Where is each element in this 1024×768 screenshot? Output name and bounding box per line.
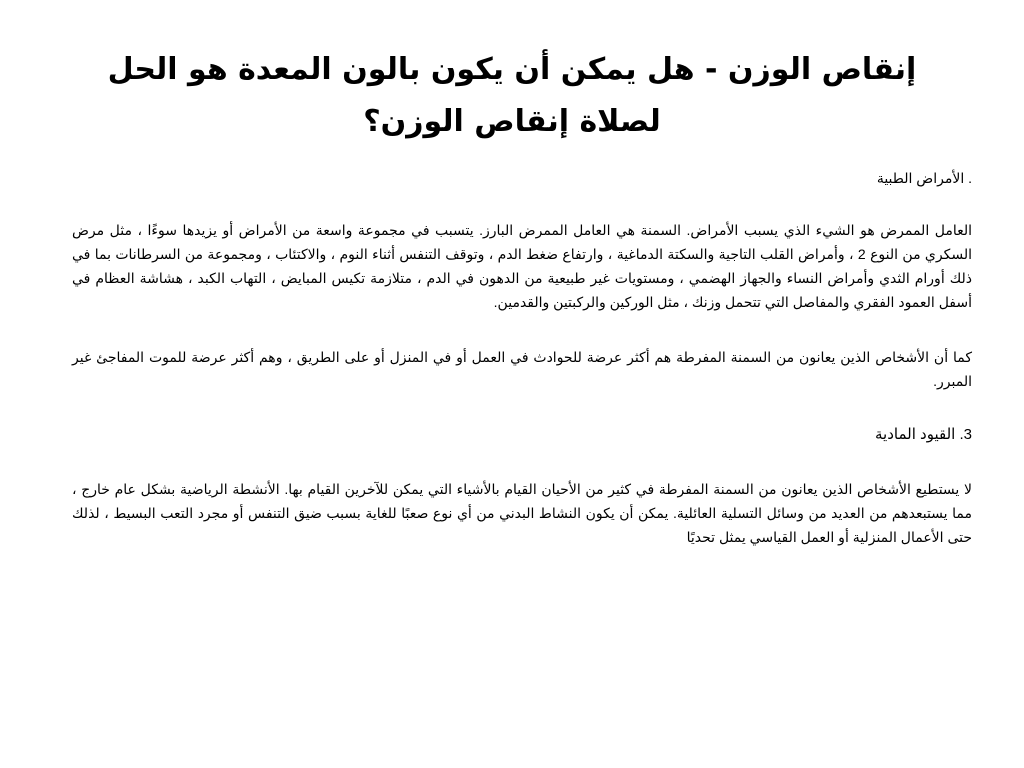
title-line-2: لصلاة إنقاص الوزن؟ [363, 104, 661, 139]
paragraph-physical-limits: لا يستطيع الأشخاص الذين يعانون من السمنة المفرطة في كثير من الأحيان القيام بالأشياء التي يمكن للآخرين القيام بها. الأنشطة الرياضية بشكل عام خارج ، مما يستبعدهم من العديد من وسائل التسلية العائلية. يمكن أن يكون النشاط البدني من أي نوع صعبًا للغاية بسبب ضيق التنفس أو مجرد التعب البسيط ، لذلك حتى الأعمال المنزلية أو العمل القياسي يمثل تحديًا [72, 481, 972, 545]
slide-content [72, 166, 972, 549]
heading-medical-diseases: . الأمراض الطبية [876, 170, 972, 186]
paragraph-accidents: كما أن الأشخاص الذين يعانون من السمنة المفرطة هم أكثر عرضة للحوادث في العمل أو في المنزل أو على الطريق ، وهم أكثر عرضة للموت المفاجئ غير المبرر. [72, 349, 972, 389]
paragraph-medical-diseases: العامل الممرض هو الشيء الذي يسبب الأمراض. السمنة هي العامل الممرض البارز. يتسبب في مجموعة واسعة من الأمراض أو يزيدها سوءًا ، مثل مرض السكري من النوع 2 ، وأمراض القلب التاجية والسكتة الدماغية ، وارتفاع ضغط الدم ، وتوقف التنفس أثناء النوم ، والاكتئاب ، ومجموعة من السرطانات بما في ذلك أورام الثدي وأمراض النساء والجهاز الهضمي ، ومستويات غير طبيعية من الدهون في الدم ، متلازمة تكيس المبايض ، التهاب الكبد ، هشاشة العظام في أسفل العمود الفقري والمفاصل التي تتحمل وزنك ، مثل الوركين والركبتين والقدمين. [72, 222, 972, 310]
slide-title [80, 44, 944, 148]
title-line-1: إنقاص الوزن - هل يمكن أن يكون بالون المعدة هو الحل [107, 52, 917, 87]
heading-physical-limits: 3. القيود المادية [874, 426, 972, 443]
